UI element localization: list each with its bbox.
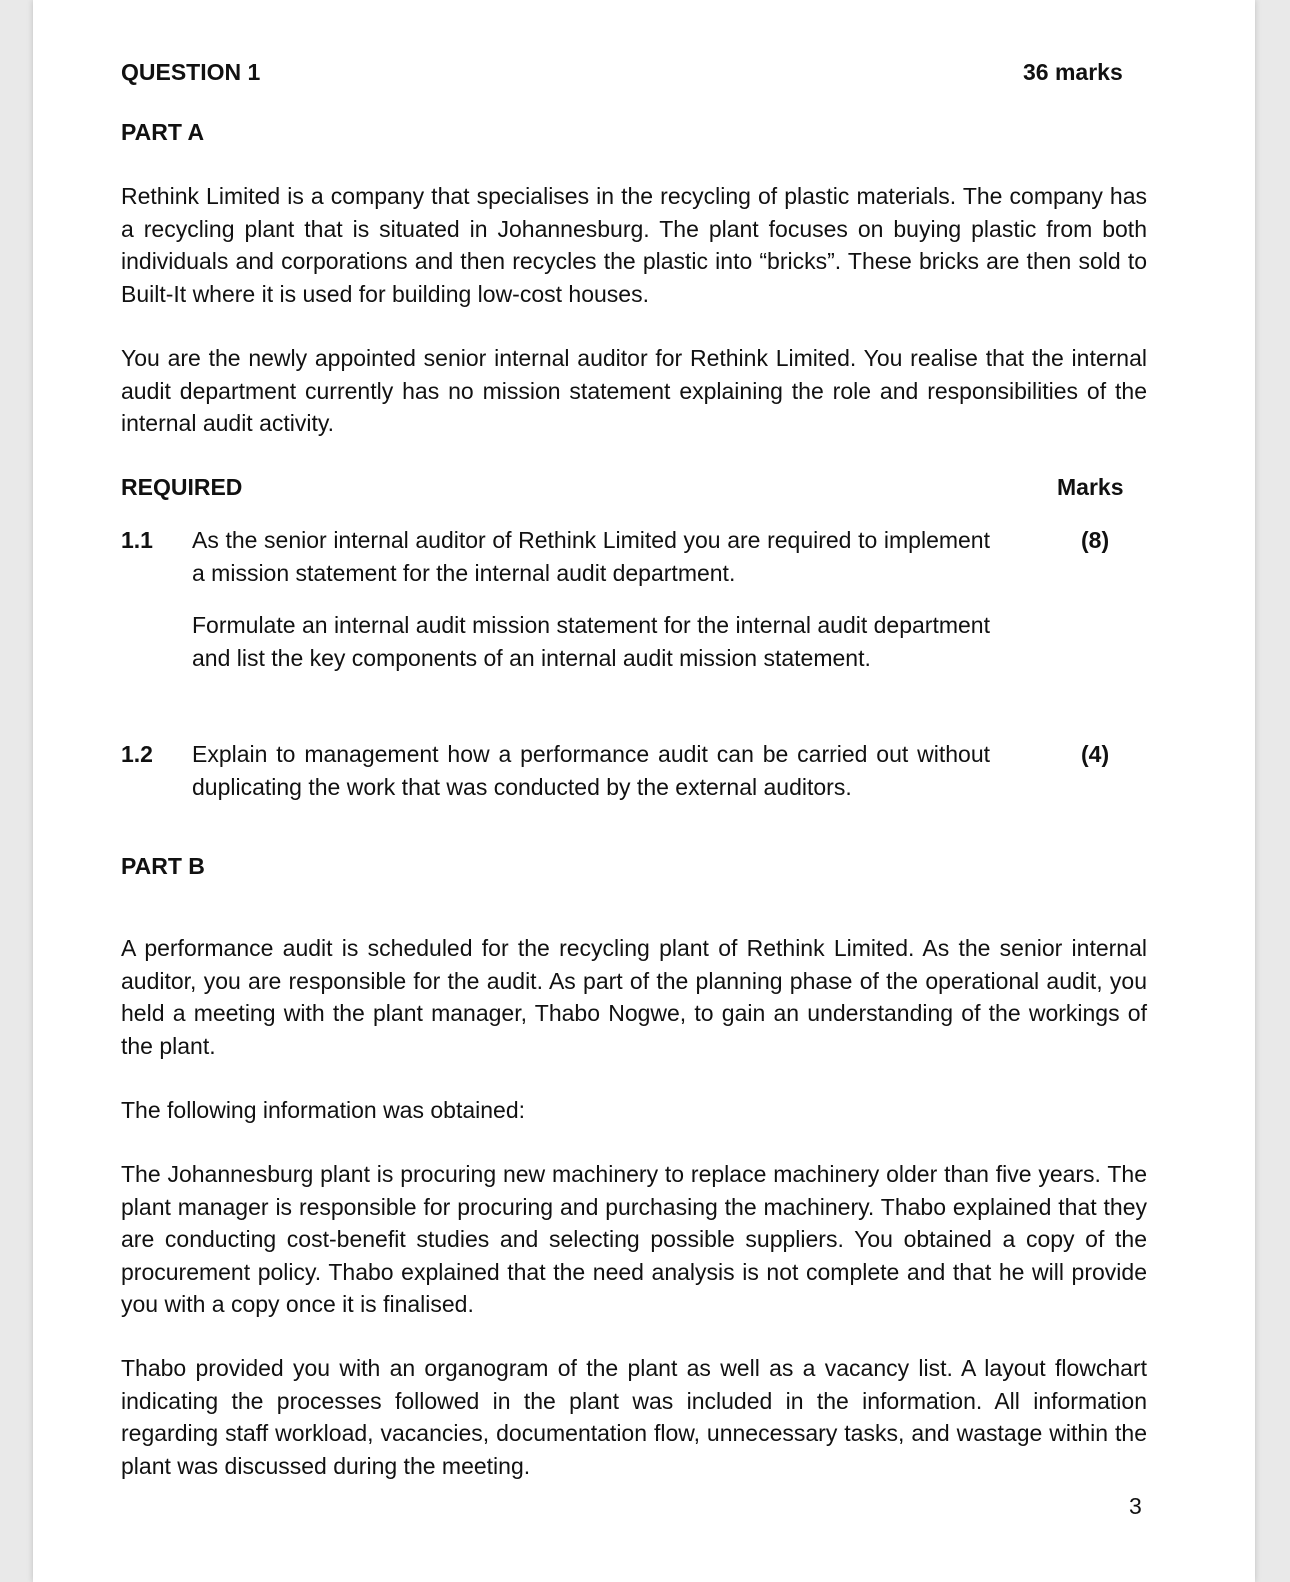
marks-heading: Marks [1057, 474, 1124, 500]
question-1-1-marks: (8) [1081, 527, 1110, 553]
question-1-2-marks: (4) [1081, 741, 1110, 767]
question-number-1-1: 1.1 [121, 527, 153, 553]
total-marks: 36 marks [1023, 59, 1123, 85]
page-number: 3 [1129, 1493, 1142, 1519]
part-b-paragraph-3: The Johannesburg plant is procuring new machinery to replace machinery older than five years. The plant manager is responsible for procuring and purchasing the machinery. Thabo explained that they are conducting cost-benefit studies and selecting possible suppliers. You obtained a copy of the procurement policy. Thabo explained that the need analysis is not complete and that he will provide you with a copy once it is finalised. [121, 1161, 1147, 1317]
question-1-1-instruction: Formulate an internal audit mission statement for the internal audit department and list the key components of an internal audit mission statement. [192, 612, 990, 671]
question-1-1-text: As the senior internal auditor of Rethink Limited you are required to implement a mission statement for the internal audit department. [192, 527, 990, 586]
part-b-paragraph-4: Thabo provided you with an organogram of the plant as well as a vacancy list. A layout flowchart indicating the processes followed in the plant was included in the information. All information regarding staff workload, vacancies, documentation flow, unnecessary tasks, and wastage within the plant was discussed during the meeting. [121, 1355, 1147, 1479]
required-heading: REQUIRED [121, 474, 243, 500]
part-b-paragraph-2: The following information was obtained: [121, 1097, 526, 1123]
part-a-heading: PART A [121, 119, 205, 145]
part-a-paragraph-1: Rethink Limited is a company that specialises in the recycling of plastic materials. The company has a recycling plant that is situated in Johannesburg. The plant focuses on buying plastic from both individuals and corporations and then recycles the plastic into “bricks”. These bricks are then sold to Built-It where it is used for building low-cost houses. [121, 183, 1147, 307]
question-title: QUESTION 1 [121, 59, 261, 85]
part-b-paragraph-1: A performance audit is scheduled for the recycling plant of Rethink Limited. As the senior internal auditor, you are responsible for the audit. As part of the planning phase of the operational audit, you held a meeting with the plant manager, Thabo Nogwe, to gain an understanding of the workings of the plant. [121, 935, 1147, 1059]
document-page [33, 0, 1255, 1582]
part-b-heading: PART B [121, 853, 205, 879]
part-a-paragraph-2: You are the newly appointed senior internal auditor for Rethink Limited. You realise that the internal audit department currently has no mission statement explaining the role and responsibilities of the internal audit activity. [121, 345, 1147, 436]
question-1-2-text: Explain to management how a performance audit can be carried out without duplicating the work that was conducted by the external auditors. [192, 741, 990, 800]
question-number-1-2: 1.2 [121, 741, 153, 767]
